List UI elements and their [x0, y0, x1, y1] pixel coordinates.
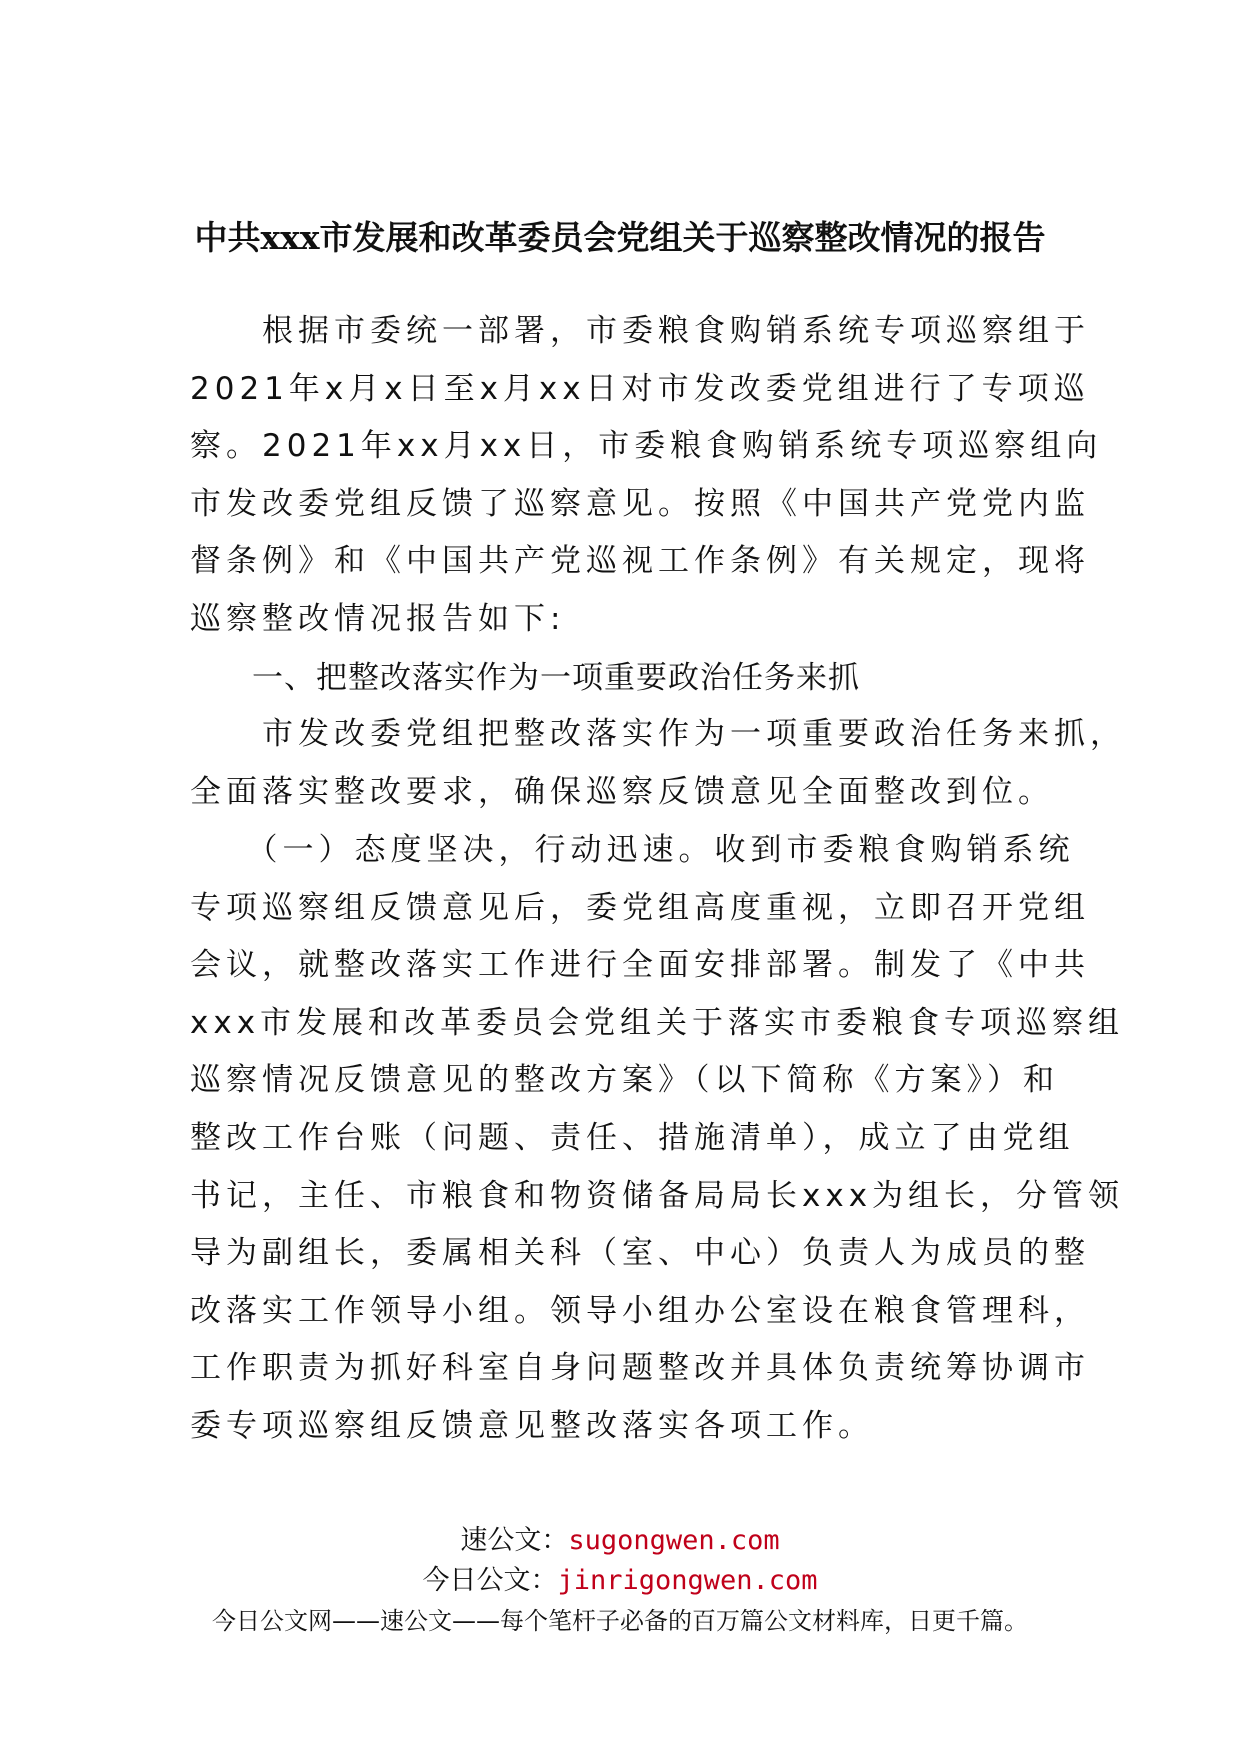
paragraph-line: 全面落实整改要求，确保巡察反馈意见全面整改到位。 — [190, 773, 1054, 810]
paragraph-line: 市发改委党组把整改落实作为一项重要政治任务来抓， — [190, 716, 1126, 752]
footer-label: 今日公文： — [422, 1565, 558, 1596]
footer-line-jinrigongwen — [0, 1564, 1240, 1598]
footer-link-jinrigongwen[interactable]: jinrigongwen.com — [557, 1565, 818, 1596]
footer-label: 速公文： — [460, 1525, 569, 1556]
paragraph-line: 专项巡察组反馈意见后，委党组高度重视，立即召开党组 — [190, 889, 1090, 926]
paragraph-line: 委专项巡察组反馈意见整改落实各项工作。 — [190, 1407, 874, 1444]
paragraph-line: xxx市发展和改革委员会党组关于落实市委粮食专项巡察组 — [190, 1004, 1125, 1041]
paragraph-intro — [190, 303, 1103, 649]
paragraph-line: 2021年x月x日至x月xx日对市发改委党组进行了专项巡 — [190, 370, 1090, 407]
paragraph-line: 根据市委统一部署，市委粮食购销系统专项巡察组于 — [190, 313, 1090, 349]
paragraph-line: 巡察情况反馈意见的整改方案》（以下简称《方案》）和 — [190, 1062, 1059, 1099]
paragraph-line: 改落实工作领导小组。领导小组办公室设在粮食管理科， — [190, 1292, 1090, 1329]
footer-link-sugongwen[interactable]: sugongwen.com — [568, 1525, 780, 1556]
paragraph-line: 巡察整改情况报告如下: — [190, 600, 566, 637]
footer-line-sugongwen — [0, 1524, 1240, 1558]
paragraph-line: 工作职责为抓好科室自身问题整改并具体负责统筹协调市 — [190, 1350, 1090, 1387]
paragraph-line: （一）态度坚决，行动迅速。收到市委粮食购销系统 — [190, 832, 1075, 868]
paragraph-line: 会议，就整改落实工作进行全面安排部署。制发了《中共 — [190, 947, 1090, 984]
section-heading: 一、把整改落实作为一项重要政治任务来抓 — [252, 660, 860, 696]
paragraph-section1-item1 — [190, 822, 1125, 1456]
footer-slogan: 今日公文网——速公文——每个笔杆子必备的百万篇公文材料库，日更千篇。 — [212, 1607, 1028, 1635]
paragraph-line: 导为副组长，委属相关科（室、中心）负责人为成员的整 — [190, 1235, 1090, 1272]
paragraph-line: 督条例》和《中国共产党巡视工作条例》有关规定，现将 — [190, 543, 1090, 580]
paragraph-line: 市发改委党组反馈了巡察意见。按照《中国共产党党内监 — [190, 485, 1090, 522]
paragraph-line: 察。2021年xx月xx日，市委粮食购销系统专项巡察组向 — [190, 428, 1103, 465]
paragraph-line: 整改工作台账（问题、责任、措施清单），成立了由党组 — [190, 1119, 1075, 1156]
document-title: 中共xxx市发展和改革委员会党组关于巡察整改情况的报告 — [194, 218, 1046, 257]
paragraph-line: 书记，主任、市粮食和物资储备局局长xxx为组长，分管领 — [190, 1177, 1125, 1214]
paragraph-section1-summary — [190, 706, 1126, 821]
